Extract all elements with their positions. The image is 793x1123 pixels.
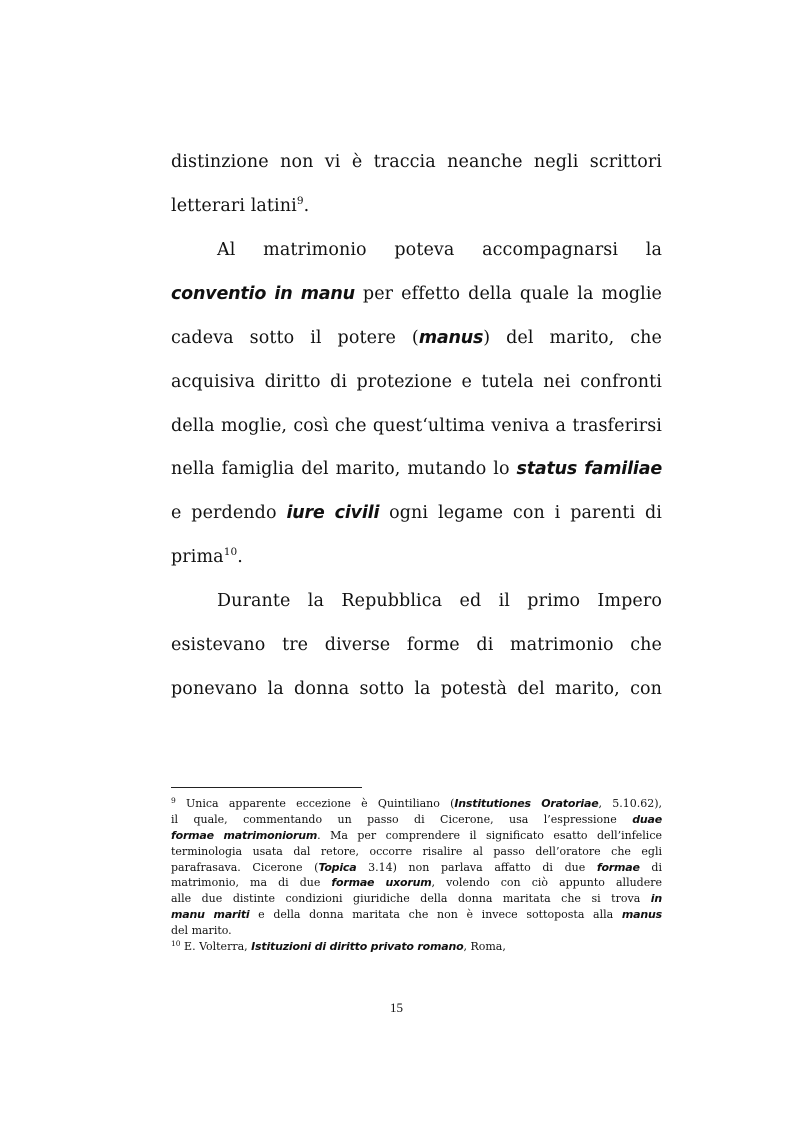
footnote-ref-9: 9 [296, 194, 304, 207]
paragraph-3-line-1: Durante la Repubblica ed il primo Impero [217, 591, 662, 611]
paragraph-1 [171, 141, 662, 229]
footnote-9-line-8: manu mariti e della donna maritata che non è invece sottoposta alla manus [171, 908, 662, 922]
footnote-9-line-7: alle due distinte condizioni giuridiche della donna maritata che si trova in [171, 892, 662, 906]
footnote-9-line-5: parafrasava. Cicerone (Topica 3.14) non parlava affatto di due formae di [171, 860, 662, 874]
term-manus: manus [418, 327, 484, 348]
paragraph-1-line-2: letterari latini$^9$. [171, 194, 310, 216]
footnote-9-line-4: terminologia usata dal retore, occorre risalire al passo dell’oratore che egli [171, 844, 662, 858]
footnote-9-line-9: del marito. [171, 924, 232, 938]
paragraph-2 [171, 229, 662, 580]
term-iure-civili: iure civili [286, 503, 380, 524]
paragraph-2-line-6: nella famiglia del marito, mutando lo status familiae [171, 459, 662, 480]
footnote-9-line-2: il quale, commentando un passo di Cicerone, usa l’espressione duae [171, 812, 662, 826]
paragraph-2-line-2: conventio in manu per effetto della quale la moglie [171, 283, 662, 304]
paragraph-2-line-3: cadeva sotto il potere (manus) del marito, che [171, 327, 662, 348]
footnote-ref-10: 10 [223, 546, 238, 559]
footnote-9-number: 9 [171, 796, 176, 805]
footnote-10-number: 10 [171, 939, 181, 949]
paragraph-3-line-3: ponevano la donna sotto la potestà del marito, con [171, 678, 662, 699]
paragraph-2-line-8: prima$^{10}$. [171, 546, 243, 568]
footnote-separator [171, 787, 362, 788]
paragraph-3-line-2: esistevano tre diverse forme di matrimonio che [171, 634, 662, 655]
page-number: 15 [390, 1000, 403, 1015]
paragraph-2-line-7: e perdendo iure civili ogni legame con i parenti di [171, 503, 662, 524]
footnote-9-line-3: formae matrimoniorum. Ma per comprendere il significato esatto dell’infelice [171, 828, 662, 842]
paragraph-1-line-1: distinzione non vi è traccia neanche negli scrittori [171, 152, 662, 172]
term-status-familiae: status familiae [516, 459, 662, 480]
footnote-9-line-1: $^9$ Unica apparente eccezione è Quintiliano (Institutiones Oratoriae, 5.10.62), [171, 796, 662, 810]
footnote-10: $^{10}$ E. Volterra, Istituzioni di diritto privato romano, Roma, [171, 939, 506, 954]
paragraph-2-line-1: Al matrimonio poteva accompagnarsi la [217, 240, 662, 260]
footnotes [171, 796, 662, 955]
term-conventio-in-manu: conventio in manu [171, 283, 355, 304]
paragraph-2-line-5: della moglie, così che quest‘ultima veniva a trasferirsi [171, 415, 662, 436]
paragraph-2-line-4: acquisiva diritto di protezione e tutela nei confronti [171, 371, 662, 392]
footnote-9-line-6: matrimonio, ma di due formae uxorum, volendo con ciò appunto alludere [171, 876, 662, 890]
paragraph-3 [171, 580, 662, 712]
